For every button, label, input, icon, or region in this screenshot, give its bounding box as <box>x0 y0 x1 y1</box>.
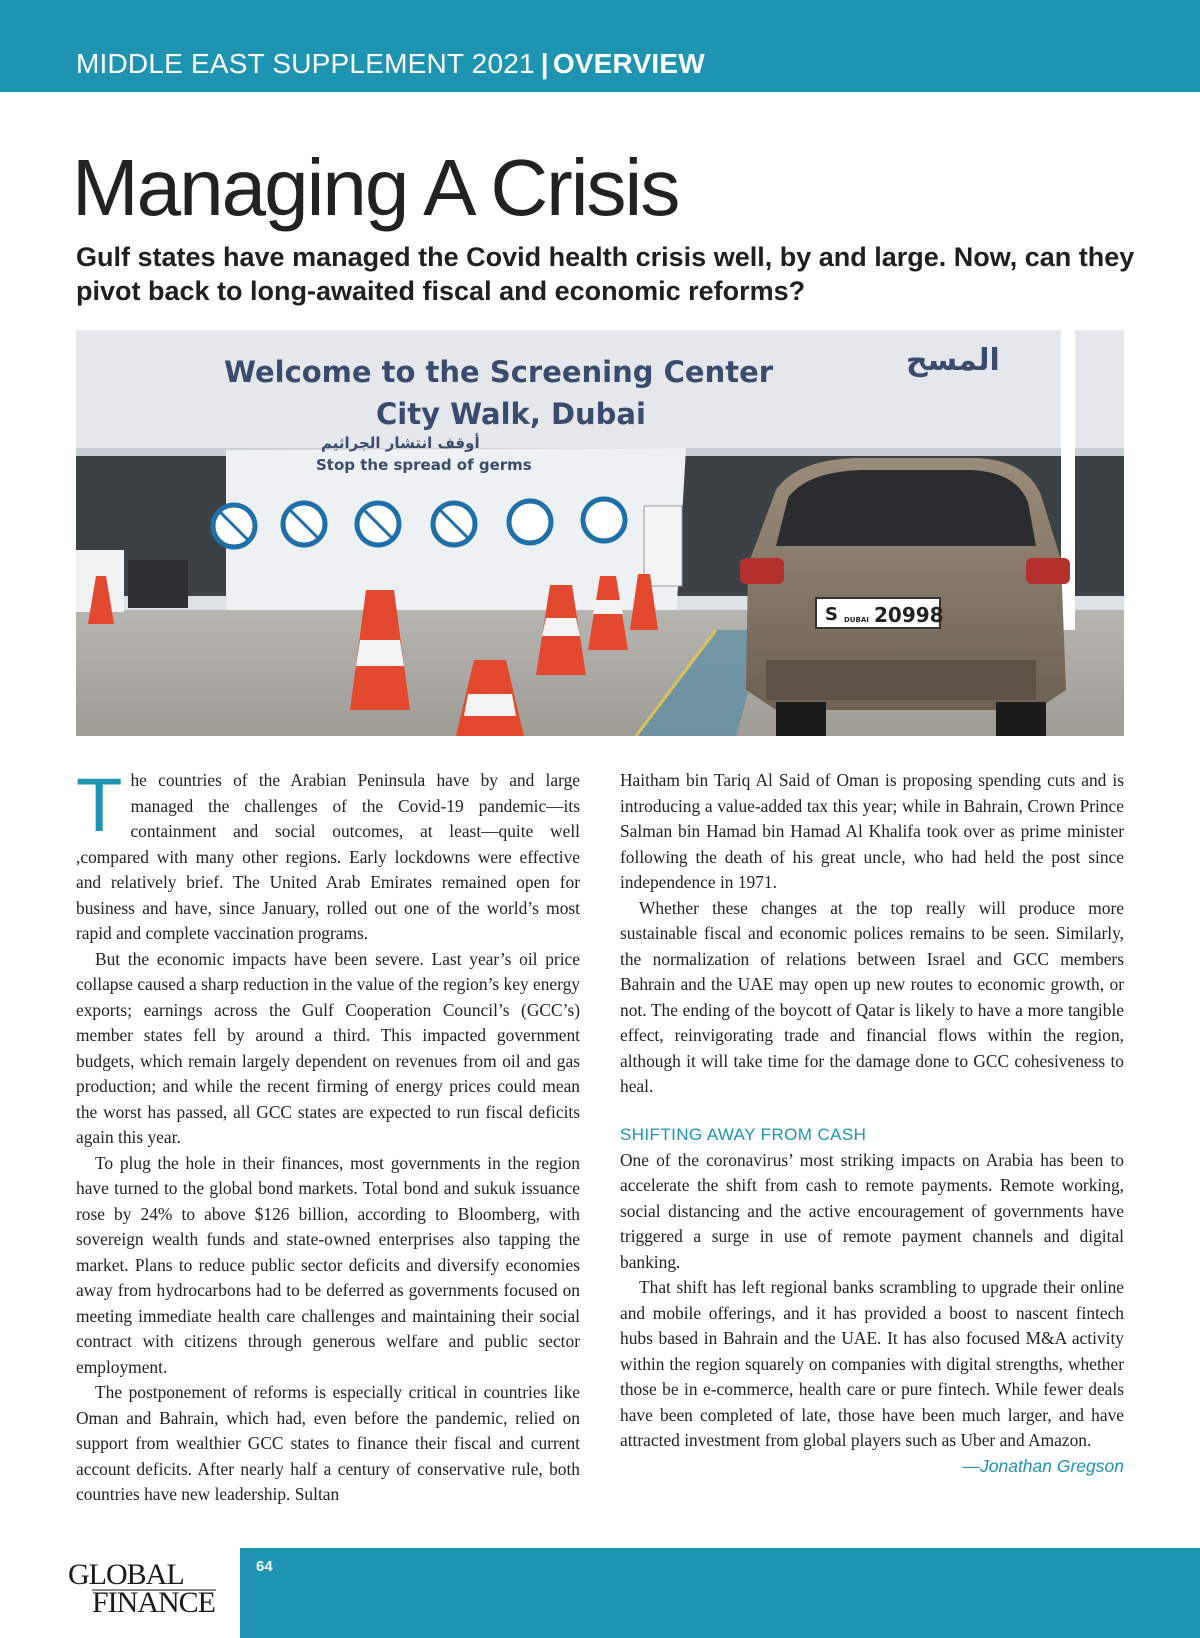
plate-number: 20998 <box>874 603 944 627</box>
header-bar <box>0 0 1200 92</box>
section-subhead: SHIFTING AWAY FROM CASH <box>620 1124 867 1144</box>
hero-photo <box>76 330 1124 736</box>
drop-cap: T <box>76 763 123 848</box>
header-separator: | <box>540 48 549 79</box>
article-title: Managing A Crisis <box>72 143 679 232</box>
supplement-name: MIDDLE EAST SUPPLEMENT 2021 <box>76 48 535 79</box>
plate-city: DUBAI <box>844 616 869 624</box>
paragraph-4-part-1: The postponement of reforms is especially critical in countries like Oman and Bahrain, which had, even before the pandemic, relied on support from wealthier GCC states to finance their fiscal and current account deficits. After nearly half a century of conservative rule, both countries have new leadership. Sultan <box>76 1382 580 1504</box>
paragraph-6: One of the coronavirus’ most striking impacts on Arabia has been to accelerate the shift from cash to remote payments. Remote working, social distancing and the active encouragement of governments have triggered a surge in use of remote payment channels and digital banking. <box>620 1149 1124 1272</box>
article-column-right <box>620 768 1124 1479</box>
author-byline: —Jonathan Gregson <box>962 1455 1124 1476</box>
car-rear <box>740 458 1070 736</box>
photo-sign-arabic: المسح <box>906 343 1000 378</box>
section-name: OVERVIEW <box>552 48 705 79</box>
footer-band <box>240 1548 1200 1638</box>
article-subtitle: Gulf states have managed the Covid health crisis well, by and large. Now, can they pivot back to long-awaited fiscal and economic reforms? <box>76 242 1135 306</box>
paragraph-2: But the economic impacts have been severe. Last year’s oil price collapse caused a sharp reduction in the value of the region’s key energy exports; earnings across the Gulf Cooperation Council’s (GCC’s) member states fell by around a third. This impacted government budgets, which remain largely dependent on revenues from oil and gas production; and while the recent firming of energy prices could mean the worst has passed, all GCC states are expected to run fiscal deficits again this year. <box>76 948 580 1147</box>
paragraph-1: he countries of the Arabian Peninsula have by and large managed the challenges of the Covid-19 pandemic—its containment and social outcomes, at least—quite well ,compared with many other regions. Early lockdowns were effective and relatively brief. The United Arab Emirates remained open for business and have, since January, rolled out one of the world’s most rapid and complete vaccination programs. <box>76 770 580 943</box>
plate-prefix: S <box>825 604 838 625</box>
article-column-left <box>76 763 580 1508</box>
paragraph-4-part-2: Haitham bin Tariq Al Said of Oman is proposing spending cuts and is introducing a value-added tax this year; while in Bahrain, Crown Prince Salman bin Hamad bin Hamad Al Khalifa took over as prime minister following the death of his great uncle, who had held the post since independence in 1971. <box>620 770 1124 892</box>
photo-wall-arabic: أوقف انتشار الجراثيم <box>321 434 480 452</box>
running-header <box>76 48 705 80</box>
screening-center-photo <box>76 330 1124 736</box>
logo-line-2: FINANCE <box>92 1586 216 1619</box>
photo-wall-text: Stop the spread of germs <box>316 456 532 474</box>
photo-sign-title: Welcome to the Screening Center <box>224 355 774 389</box>
paragraph-5: Whether these changes at the top really will produce more sustainable fiscal and economic polices remains to be seen. Similarly, the normalization of relations between Israel and GCC members Bahrain and the UAE may open up new routes to economic growth, or not. The ending of the boycott of Qatar is likely to have a more tangible effect, reinvigorating trade and financial flows within the region, although it will take time for the damage done to GCC cohesiveness to heal. <box>620 897 1124 1096</box>
global-finance-logo <box>66 1548 226 1620</box>
page-number: 64 <box>256 1558 273 1575</box>
logo-line-1: GLOBAL <box>68 1558 184 1591</box>
paragraph-3: To plug the hole in their finances, most governments in the region have turned to the global bond markets. Total bond and sukuk issuance rose by 24% to above $126 billion, according to Bloomberg, with sovereign wealth funds and state-owned enterprises also tapping the market. Plans to reduce public sector deficits and diversify economies away from hydrocarbons had to be deferred as governments focused on meeting immediate health care challenges and maintaining their social contract with citizens through generous welfare and public sector employment. <box>76 1152 580 1377</box>
paragraph-7: That shift has left regional banks scrambling to upgrade their online and mobile offerings, and it has provided a boost to nascent fintech hubs based in Bahrain and the UAE. It has also focused M&A activity within the region squarely on companies with digital strengths, whether those be in e-commerce, health care or pure fintech. While fewer deals have been completed of late, those have been much larger, and have attracted investment from global players such as Uber and Amazon. <box>620 1277 1124 1450</box>
photo-sign-location: City Walk, Dubai <box>376 397 646 431</box>
